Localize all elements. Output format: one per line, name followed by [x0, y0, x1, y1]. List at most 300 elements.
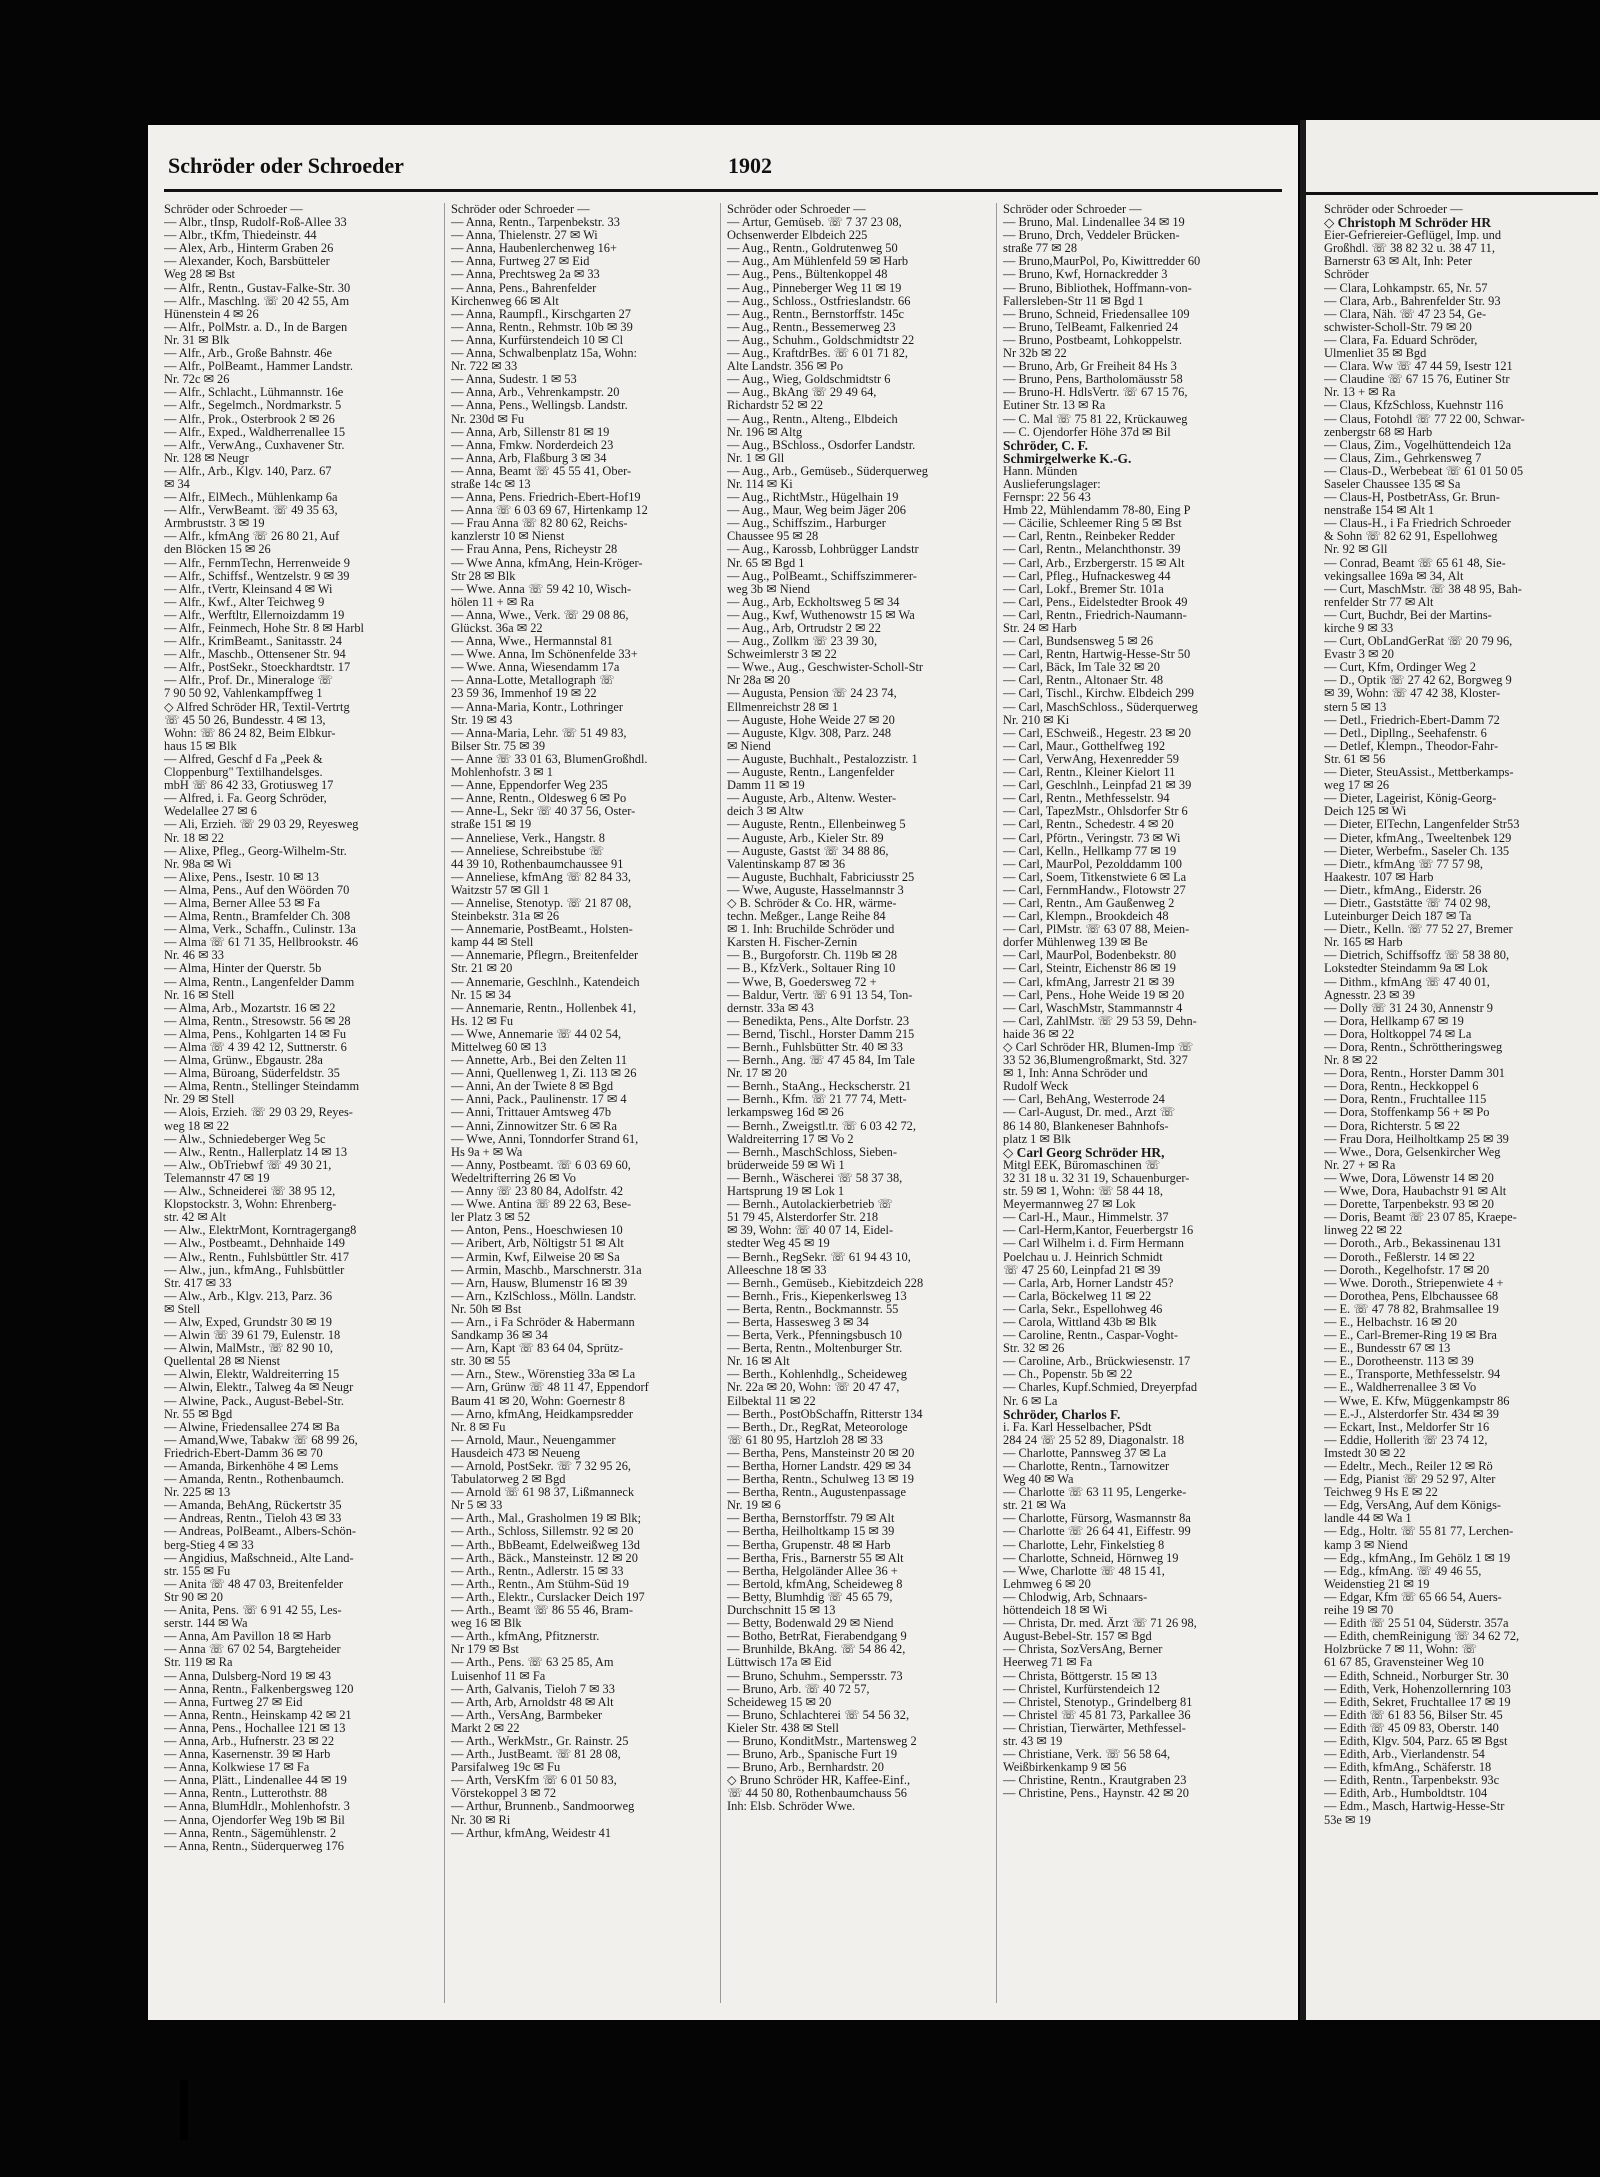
directory-entry-line: i. Fa. Karl Hesselbacher, PSdt — [1003, 1420, 1152, 1434]
directory-entry-line: Nr. 50h ✉ Bst — [451, 1302, 522, 1316]
next-page-entry-line: — Detlef, Klempn., Theodor-Fahr- — [1324, 739, 1499, 753]
directory-entry-line: — Bruno, Drch, Veddeler Brücken- — [1003, 229, 1180, 243]
directory-entry-line: — Alma, Rentn., Langenfelder Damm — [164, 975, 355, 989]
directory-entry-line: Nr. 65 ✉ Bgd 1 — [727, 556, 805, 570]
directory-entry-line: — Bruno, Arb., Bernhardstr. 20 — [727, 1761, 884, 1775]
directory-entry-line: mbH ☏ 86 42 33, Grotiusweg 17 — [164, 779, 334, 793]
directory-entry-line: — Carl-H., Maur., Himmelstr. 37 — [1003, 1211, 1169, 1225]
directory-entry-line: deich 3 ✉ Altw — [727, 805, 804, 819]
directory-entry-line: — Chlodwig, Arb, Schnaars- — [1003, 1590, 1148, 1604]
next-page-entry-line: — Curt, Kfm, Ordinger Weg 2 — [1324, 661, 1476, 675]
directory-entry-line: — Carl, FernmHandw., Flotowstr 27 — [1003, 883, 1186, 897]
directory-entry-line: — Carl, Rentn., Methfesselstr. 94 — [1003, 792, 1170, 806]
directory-entry-line: — Benedikta, Pens., Alte Dorfstr. 23 — [727, 1014, 910, 1028]
directory-entry-line: — Anna-Maria, Lehr. ☏ 51 49 83, — [451, 726, 627, 740]
directory-entry-line: — Aug., Kwf, Wuthenowstr 15 ✉ Wa — [727, 608, 915, 622]
directory-entry-line: — Carl Wilhelm i. d. Firm Hermann — [1003, 1237, 1184, 1251]
directory-entry-line: — Carl, Klempn., Brookdeich 48 — [1003, 910, 1169, 924]
directory-entry-line: — Botho, BetrRat, Fierabendgang 9 — [727, 1630, 907, 1644]
directory-entry-line: — Bertha, Heilholtkamp 15 ✉ 39 — [727, 1525, 895, 1539]
directory-entry-line: — Aug., RichtMstr., Hügelhain 19 — [727, 491, 899, 505]
directory-entry-line: — Carl, PlMstr. ☏ 63 07 88, Meien- — [1003, 923, 1190, 937]
directory-entry-line: — Alwin ☏ 39 61 79, Eulenstr. 18 — [164, 1329, 341, 1343]
directory-entry-line: Ochsenwerder Elbdeich 225 — [727, 229, 868, 243]
directory-entry-line: Schmirgelwerke K.-G. — [1003, 451, 1132, 465]
directory-entry-line: — Bertha, Rentn., Augustenpassage — [727, 1486, 906, 1500]
directory-entry-line: — Alfr., Exped., Waldherrenallee 15 — [164, 425, 346, 439]
directory-entry-line: — Christel, Kurfürstendeich 12 — [1003, 1682, 1160, 1696]
directory-entry-line: — Alfr., Schiffsf., Wentzelstr. 9 ✉ 39 — [164, 569, 350, 583]
directory-entry-line: — Aug., Schiffszim., Harburger — [727, 517, 886, 531]
next-page-entry-line: — E., Carl-Bremer-Ring 19 ✉ Bra — [1324, 1329, 1497, 1343]
directory-entry-line: — Carl, MaurPol, Bodenbekstr. 80 — [1003, 949, 1177, 963]
directory-entry-line: Eilbektal 11 ✉ 22 — [727, 1394, 816, 1408]
directory-entry-line: — Berth., Dr., RegRat, Meteorologe — [727, 1420, 908, 1434]
directory-entry-line: Nr. 128 ✉ Neugr — [164, 451, 249, 465]
next-page-entry-line: — Edg., kfmAng., Im Gehölz 1 ✉ 19 — [1324, 1551, 1511, 1565]
next-page-entry-line: — Edith, Verk, Hohenzollernring 103 — [1324, 1682, 1511, 1696]
directory-entry-line: — Anna, Kurfürstendeich 10 ✉ Cl — [451, 333, 624, 347]
directory-entry-line: Auslieferungslager: — [1003, 477, 1101, 491]
next-page-column — [1324, 192, 1598, 1827]
directory-entry-line: — Berta, Hassesweg 3 ✉ 34 — [727, 1315, 869, 1329]
directory-entry-line: str. 43 ✉ 19 — [1003, 1734, 1063, 1748]
directory-entry-line: — Aug., Schuhm., Goldschmidtstr 22 — [727, 333, 915, 347]
next-page-entry-line: — Edith, kfmAng., Schäferstr. 18 — [1324, 1761, 1492, 1775]
directory-entry-line: — Bernh., StaAng., Heckscherstr. 21 — [727, 1080, 912, 1094]
directory-entry-line: serstr. 144 ✉ Wa — [164, 1617, 248, 1631]
next-page-entry-line: — Dietr., kfmAng., Eiderstr. 26 — [1324, 883, 1482, 897]
directory-entry-line: Luisenhof 11 ✉ Fa — [451, 1669, 546, 1683]
next-page-entry-line: Str. 61 ✉ 56 — [1324, 752, 1386, 766]
directory-entry-line: — Anne ☏ 33 01 63, BlumenGroßhdl. — [451, 752, 648, 766]
directory-entry-line: — Arth., Bäck., Mansteinstr. 12 ✉ 20 — [451, 1551, 638, 1565]
next-page-entry-line: — Claus, Zim., Vogelhüttendeich 12a — [1324, 438, 1512, 452]
directory-entry-line: Schweimlerstr 3 ✉ 22 — [727, 648, 837, 662]
directory-entry-line: — Charlotte ☏ 26 64 41, Eiffestr. 99 — [1003, 1525, 1191, 1539]
directory-entry-line: — Annette, Arb., Bei den Zelten 11 — [451, 1054, 628, 1068]
directory-entry-line: — Carl-August, Dr. med., Arzt ☏ — [1003, 1106, 1176, 1120]
directory-entry-line: — Carl, ZahlMstr. ☏ 29 53 59, Dehn- — [1003, 1014, 1197, 1028]
directory-entry-line: 86 14 80, Blankeneser Bahnhofs- — [1003, 1119, 1169, 1133]
directory-entry-line: — Alma, Rentn., Stellinger Steindamm — [164, 1080, 360, 1094]
directory-entry-line: Nr. 8 ✉ Fu — [451, 1420, 506, 1434]
directory-entry-line: ☏ 47 25 60, Leinpfad 21 ✉ 39 — [1003, 1263, 1161, 1277]
directory-entry-line: — Arthur, Brunnenb., Sandmoorweg — [451, 1800, 635, 1814]
directory-entry-line: — Auguste, Arb., Altenw. Wester- — [727, 792, 897, 806]
directory-entry-line: — Bernh., Fuhlsbütter Str. 40 ✉ 33 — [727, 1041, 903, 1054]
next-page-entry-line: reihe 19 ✉ 70 — [1324, 1604, 1394, 1618]
directory-entry-line: — Bruno-H. HdlsVertr. ☏ 67 15 76, — [1003, 386, 1188, 400]
directory-entry-line: — Arth., VersAng, Barmbeker — [451, 1708, 603, 1722]
directory-entry-line: — Wwe, Anni, Tonndorfer Strand 61, — [451, 1132, 639, 1146]
next-page-entry-line: linweg 22 ✉ 22 — [1324, 1224, 1403, 1238]
next-page-entry-line: 61 67 85, Gravensteiner Weg 10 — [1324, 1656, 1484, 1670]
directory-entry-line: — Bertha, Fris., Barnerstr 55 ✉ Alt — [727, 1551, 904, 1565]
directory-entry-line: — Alma, Rentn., Stresowstr. 56 ✉ 28 — [164, 1014, 351, 1028]
next-page-entry-line: — Dieter, ElTechn, Langenfelder Str53 — [1324, 818, 1520, 832]
directory-entry-line: — Bertha, Helgoländer Allee 36 + — [727, 1564, 898, 1578]
directory-entry-line: — Carl, ESchweiß., Hegestr. 23 ✉ 20 — [1003, 726, 1191, 740]
directory-entry-line: — Anna, Raumpfl., Kirschgarten 27 — [451, 307, 631, 321]
directory-entry-line: — Anna, Wwe., Hermannstal 81 — [451, 635, 613, 649]
next-page-entry-line: — Edith ☏ 45 09 83, Oberstr. 140 — [1324, 1721, 1499, 1735]
directory-entry-line: — Aug., BSchloss., Osdorfer Landstr. — [727, 438, 916, 452]
next-page-entry-line: — Dithm., kfmAng ☏ 47 40 01, — [1324, 975, 1490, 989]
next-page-entry-line: — Dietr., kfmAng ☏ 77 57 98, — [1324, 857, 1484, 871]
next-page-entry-line: Nr. 92 ✉ Gll — [1324, 543, 1388, 557]
directory-entry-line: ler Platz 3 ✉ 52 — [451, 1211, 531, 1225]
directory-entry-line: — Alois, Erzieh. ☏ 29 03 29, Reyes- — [164, 1106, 353, 1120]
directory-entry-line: Schröder oder Schroeder — — [1003, 203, 1142, 216]
directory-entry-line: — Bruno, Arb., Spanische Furt 19 — [727, 1748, 898, 1762]
next-page-entry-line: — Wwe., Dora, Gelsenkircher Weg — [1324, 1145, 1501, 1159]
directory-entry-line: Meyermannweg 27 ✉ Lok — [1003, 1198, 1136, 1212]
directory-entry-line: — Charlotte ☏ 63 11 95, Lengerke- — [1003, 1486, 1187, 1500]
directory-entry-line: lerkampsweg 16d ✉ 26 — [727, 1106, 844, 1120]
directory-entry-line: Str. 32 ✉ 26 — [1003, 1342, 1065, 1356]
next-page-entry-line: Luteinburger Deich 187 ✉ Ta — [1324, 910, 1472, 924]
directory-entry-line: — Charles, Kupf.Schmied, Dreyerpfad — [1003, 1381, 1198, 1395]
directory-entry-line: — Berth., PostObSchaffn, Ritterstr 134 — [727, 1407, 923, 1421]
next-page-entry-line: — Dora, Rentn., Fruchtallee 115 — [1324, 1093, 1487, 1107]
directory-entry-line: — Augusta, Pension ☏ 24 23 74, — [727, 687, 897, 701]
directory-entry-line: — Caroline, Arb., Brückwiesenstr. 17 — [1003, 1355, 1191, 1369]
next-page-rule — [1306, 192, 1598, 195]
directory-entry-line: weg 16 ✉ Blk — [451, 1617, 522, 1631]
next-page-entry-line: — Doroth., Kegelhofstr. 17 ✉ 20 — [1324, 1263, 1490, 1277]
next-page-entry-line: kirche 9 ✉ 33 — [1324, 622, 1394, 635]
directory-entry-line: ◇ B. Schröder & Co. HR, wärme- — [727, 896, 897, 910]
directory-entry-line: Str. 19 ✉ 43 — [451, 713, 513, 727]
directory-entry-line: — Bernh., Kfm. ☏ 21 77 74, Mett- — [727, 1093, 907, 1107]
directory-entry-line: Weißbirkenkamp 9 ✉ 56 — [1003, 1761, 1127, 1775]
directory-entry-line: 7 90 50 92, Vahlenkampffweg 1 — [164, 687, 323, 701]
directory-entry-line: Str. 119 ✉ Ra — [164, 1656, 233, 1670]
next-page-entry-line: — Clara, Arb., Bahrenfelder Str. 93 — [1324, 294, 1501, 308]
directory-entry-line: — Alfr., Prok., Osterbrook 2 ✉ 26 — [164, 412, 335, 426]
directory-entry-line: Weg 40 ✉ Wa — [1003, 1473, 1074, 1487]
directory-entry-line: — Carla, Arb, Horner Landstr 45? — [1003, 1276, 1174, 1290]
directory-entry-line: — Anna, Sudestr. 1 ✉ 53 — [451, 373, 577, 387]
directory-entry-line: — Bruno,MaurPol, Po, Kiwittredder 60 — [1003, 255, 1201, 269]
directory-entry-line: — Bernh., Fris., Kiepenkerlsweg 13 — [727, 1289, 907, 1303]
directory-entry-line: Nr 28a ✉ 20 — [727, 674, 791, 688]
directory-entry-line: — Bruno, Arb, Gr Freiheit 84 Hs 3 — [1003, 360, 1177, 374]
directory-entry-line: Hmb 22, Mühlendamm 78-80, Eing P — [1003, 504, 1191, 518]
directory-entry-line: 44 39 10, Rothenbaumchaussee 91 — [451, 857, 624, 871]
next-page-entry-line: — Wwe, Dora, Löwenstr 14 ✉ 20 — [1324, 1171, 1494, 1185]
next-page-entry-line: — E., Waldherrenallee 3 ✉ Vo — [1324, 1381, 1477, 1395]
directory-entry-line: Richardstr 52 ✉ 22 — [727, 399, 824, 413]
next-page-entry-line: — Clara. Ww ☏ 47 44 59, Isestr 121 — [1324, 360, 1513, 374]
directory-entry-line: Kieler Str. 438 ✉ Stell — [727, 1721, 839, 1735]
directory-entry-line: — Carl, Tischl., Kirchw. Elbdeich 299 — [1003, 687, 1194, 701]
directory-entry-line: Durchschnitt 15 ✉ 13 — [727, 1604, 836, 1618]
directory-entry-line: — Anna, Pens., Bahrenfelder — [451, 281, 597, 295]
next-page-entry-line: Weidenstieg 21 ✉ 19 — [1324, 1577, 1430, 1591]
next-page-entry-line: — Doroth., Feßlerstr. 14 ✉ 22 — [1324, 1250, 1475, 1264]
directory-entry-line: — Carl, Pens., Eidelstedter Brook 49 — [1003, 595, 1188, 609]
directory-entry-line: ✉ 39, Wohn: ☏ 40 07 14, Eidel- — [727, 1224, 894, 1238]
directory-entry-line: Waldreiterring 17 ✉ Vo 2 — [727, 1132, 854, 1146]
directory-entry-line: — Aug., Wieg, Goldschmidtstr 6 — [727, 373, 891, 387]
next-page-entry-line: — Dora, Holtkoppel 74 ✉ La — [1324, 1027, 1472, 1041]
running-header — [168, 153, 1278, 193]
directory-entry-line: — Bernd, Tischl., Horster Damm 215 — [727, 1027, 915, 1041]
directory-entry-line: — Anna, Rentn., Heinskamp 42 ✉ 21 — [164, 1708, 352, 1722]
directory-entry-line: hölen 11 + ✉ Ra — [451, 595, 534, 609]
directory-entry-line: — Wwe. Antina ☏ 89 22 63, Bese- — [451, 1198, 632, 1212]
directory-entry-line: 23 59 36, Immenhof 19 ✉ 22 — [451, 687, 597, 701]
directory-entry-line: — Wwe, Charlotte ☏ 48 15 41, — [1003, 1564, 1165, 1578]
directory-entry-line: — Aug., Schloss., Ostfrieslandstr. 66 — [727, 294, 911, 308]
directory-entry-line: ☏ 44 50 80, Rothenbaumchauss 56 — [727, 1787, 907, 1801]
next-page-entry-line: — Edgar, Kfm ☏ 65 66 54, Auers- — [1324, 1590, 1502, 1604]
next-page-entry-line: Nr. 8 ✉ 22 — [1324, 1054, 1378, 1068]
directory-entry-line: — Aug., BkAng ☏ 29 49 64, — [727, 386, 877, 400]
directory-entry-line: — Anneliese, Verk., Hangstr. 8 — [451, 831, 605, 845]
directory-entry-line: — Alex, Arb., Hinterm Graben 26 — [164, 242, 334, 256]
directory-entry-line: — Berta, Rentn., Moltenburger Str. — [727, 1342, 903, 1356]
next-page-entry-line: Agnesstr. 23 ✉ 39 — [1324, 988, 1415, 1002]
directory-entry-line: Valentinskamp 87 ✉ 36 — [727, 857, 846, 871]
next-page-entry-line: weg 17 ✉ 26 — [1324, 779, 1390, 793]
directory-entry-line: — Anna, Arb, Sillenstr 81 ✉ 19 — [451, 425, 610, 439]
directory-entry-line: — Anna, Rentn., Süderquerweg 176 — [164, 1839, 344, 1853]
directory-entry-line: — Alma, Pens., Kohlgarten 14 ✉ Fu — [164, 1027, 347, 1041]
next-page-entry-line: 53e ✉ 19 — [1324, 1813, 1371, 1827]
column-4 — [996, 203, 1271, 2003]
directory-entry-line: — Betty, Bodenwald 29 ✉ Niend — [727, 1617, 894, 1631]
directory-entry-line: — Aug., Pinneberger Weg 11 ✉ 19 — [727, 281, 902, 295]
next-page-entry-line: — Doroth., Arb., Bekassinenau 131 — [1324, 1237, 1502, 1251]
header-rule — [164, 189, 1282, 192]
directory-entry-line: — Arno, kfmAng, Heidkampsredder — [451, 1407, 634, 1421]
column-2 — [444, 203, 719, 2003]
directory-entry-line: Cloppenburg" Textilhandelsges. — [164, 766, 323, 780]
directory-entry-line: Baum 41 ✉ 20, Wohn: Goernestr 8 — [451, 1394, 626, 1408]
directory-entry-line: — Anita ☏ 48 47 03, Breitenfelder — [164, 1577, 343, 1591]
directory-entry-line: — Alw., ObTriebwf ☏ 49 30 21, — [164, 1158, 332, 1172]
directory-entry-line: Nr. 98a ✉ Wi — [164, 857, 232, 871]
next-page-entry-line: — Dora, Rentn., Horster Damm 301 — [1324, 1067, 1506, 1081]
next-page-entry-line: — Conrad, Beamt ☏ 65 61 48, Sie- — [1324, 556, 1506, 570]
next-page-entry-line: Imstedt 30 ✉ 22 — [1324, 1446, 1406, 1460]
directory-entry-line: — Annemarie, Rentn., Hollenbek 41, — [451, 1001, 637, 1015]
next-page-entry-line: Schröder — [1324, 268, 1369, 282]
directory-entry-line: — Anna ☏ 67 02 54, Bargteheider — [164, 1643, 341, 1657]
directory-entry-line: — Arn, Hausw, Blumenstr 16 ✉ 39 — [451, 1276, 628, 1290]
directory-entry-line: — Wwe., Aug., Geschwister-Scholl-Str — [727, 661, 924, 675]
directory-entry-line: Str 90 ✉ 20 — [164, 1590, 223, 1604]
directory-entry-line: — Annemarie, Pflegrn., Breitenfelder — [451, 949, 639, 963]
next-page-entry-line: Evastr 3 ✉ 20 — [1324, 648, 1394, 662]
directory-entry-line: Nr. 30 ✉ Ri — [451, 1813, 511, 1827]
next-page-entry-line: Nr. 27 + ✉ Ra — [1324, 1158, 1396, 1172]
directory-entry-line: straße 151 ✉ 19 — [451, 818, 532, 832]
directory-entry-line: Damm 11 ✉ 19 — [727, 779, 805, 793]
directory-entry-line: Lehmweg 6 ✉ 20 — [1003, 1577, 1091, 1591]
next-page-entry-line: — Edith, Klgv. 504, Parz. 65 ✉ Bgst — [1324, 1734, 1508, 1748]
directory-entry-line: — Ali, Erzieh. ☏ 29 03 29, Reyesweg — [164, 818, 359, 832]
directory-entry-line: — Alfr., Feinmech, Hohe Str. 8 ✉ Harbl — [164, 622, 365, 635]
next-page-entry-line: Deich 125 ✉ Wi — [1324, 805, 1407, 819]
directory-entry-line: Schröder, C. F. — [1003, 438, 1088, 452]
directory-entry-line: — Bruno, Schlachterei ☏ 54 56 32, — [727, 1708, 910, 1722]
directory-entry-line: — Artur, Gemüseb. ☏ 7 37 23 08, — [727, 216, 902, 230]
next-page-entry-line: stern 5 ✉ 13 — [1324, 700, 1387, 714]
directory-entry-line: ✉ 34 — [164, 477, 190, 491]
directory-entry-line: — Arthur, kfmAng, Weidestr 41 — [451, 1826, 612, 1840]
directory-entry-line: — Anni, An der Twiete 8 ✉ Bgd — [451, 1080, 614, 1094]
directory-entry-line: Nr. 6 ✉ La — [1003, 1394, 1058, 1408]
directory-entry-line: — Carl, Rentn., Friedrich-Naumann- — [1003, 608, 1187, 622]
directory-entry-line: — Auguste, Hohe Weide 27 ✉ 20 — [727, 713, 895, 727]
directory-entry-line: — Annemarie, PostBeamt., Holsten- — [451, 923, 633, 937]
directory-entry-line: — Bruno, TelBeamt, Falkenried 24 — [1003, 320, 1179, 334]
directory-entry-line: — Wwe, Annemarie ☏ 44 02 54, — [451, 1027, 622, 1041]
directory-entry-line: Nr. 18 ✉ 22 — [164, 831, 224, 845]
directory-entry-line: — Alma, Berner Allee 53 ✉ Fa — [164, 896, 320, 910]
directory-entry-line: — Arn, Kapt ☏ 83 64 04, Sprütz- — [451, 1342, 624, 1356]
next-page-entry-line: — Edith ☏ 61 83 56, Bilser Str. 45 — [1324, 1708, 1503, 1722]
directory-entry-line: — Carl, Rentn., Schedestr. 4 ✉ 20 — [1003, 818, 1174, 832]
directory-entry-line: — Anna ☏ 6 03 69 67, Hirtenkamp 12 — [451, 504, 648, 518]
directory-entry-line: Mittelweg 60 ✉ 13 — [451, 1041, 547, 1054]
directory-entry-line: — Alexander, Koch, Barsbütteler — [164, 255, 330, 269]
directory-entry-line: — Bruno, Postbeamt, Lohkoppelstr. — [1003, 333, 1182, 347]
directory-entry-line: — Carl, Maur., Gotthelfweg 192 — [1003, 739, 1166, 753]
directory-entry-line: — Carl, VerwAng, Hexenredder 59 — [1003, 752, 1179, 766]
directory-entry-line: — Alw., Rentn., Hallerplatz 14 ✉ 13 — [164, 1145, 348, 1159]
next-page-entry-line: Nr. 165 ✉ Harb — [1324, 936, 1403, 950]
directory-entry-line: — B., Burgoforstr. Ch. 119b ✉ 28 — [727, 949, 898, 963]
directory-entry-line: ☏ 45 50 26, Bundesstr. 4 ✉ 13, — [164, 713, 326, 727]
next-page-entry-line: — Dolly ☏ 31 24 30, Annenstr 9 — [1324, 1001, 1493, 1015]
directory-entry-line: kanzlerstr 10 ✉ Nienst — [451, 530, 565, 544]
next-page-entry-line: — Edg, VersAng, Auf dem Königs- — [1324, 1499, 1502, 1513]
directory-entry-line: Nr. 72c ✉ 26 — [164, 373, 230, 387]
next-page-entry-line: — D., Optik ☏ 27 42 62, Borgweg 9 — [1324, 674, 1512, 688]
directory-entry-line: Friedrich-Ebert-Damm 36 ✉ 70 — [164, 1446, 323, 1460]
directory-entry-line: — Bertha, Grupenstr. 48 ✉ Harb — [727, 1538, 891, 1552]
directory-entry-line: — Anna, Rentn., Rehmstr. 10b ✉ 39 — [451, 320, 633, 334]
directory-entry-line: Str. 24 ✉ Harb — [1003, 622, 1077, 635]
directory-entry-line: — Christa, Böttgerstr. 15 ✉ 13 — [1003, 1669, 1157, 1683]
directory-entry-line: — Alfr., Schlacht., Lühmannstr. 16e — [164, 386, 344, 400]
directory-entry-line: — Christian, Tierwärter, Methfessel- — [1003, 1721, 1186, 1735]
directory-entry-line: Tabulatorweg 2 ✉ Bgd — [451, 1473, 566, 1487]
directory-entry-line: Nr. 31 ✉ Blk — [164, 333, 230, 347]
directory-entry-line: — Alw., Postbeamt., Dehnhaide 149 — [164, 1237, 345, 1251]
directory-entry-line: — Alfr., PostSekr., Stoeckhardtstr. 17 — [164, 661, 351, 675]
next-page-entry-line: schwister-Scholl-Str. 79 ✉ 20 — [1324, 320, 1472, 334]
next-page-entry-line: — Claus, Zim., Gehrkensweg 7 — [1324, 451, 1482, 465]
directory-entry-line: — Carl, BehAng, Westerrode 24 — [1003, 1093, 1165, 1107]
directory-entry-line: — Carola, Wittland 43b ✉ Blk — [1003, 1315, 1157, 1329]
directory-entry-line: Nr. 16 ✉ Stell — [164, 988, 235, 1002]
directory-entry-line: — Alfr., Maschb., Ottensener Str. 94 — [164, 648, 346, 662]
directory-entry-line: — Auguste, Klgv. 308, Parz. 248 — [727, 726, 892, 740]
directory-entry-line: — Bernh., Autolackierbetrieb ☏ — [727, 1198, 893, 1212]
next-page-entry-line: Teichweg 9 Hs E ✉ 22 — [1324, 1486, 1438, 1500]
directory-entry-line: — Bernh., Zweigstl.tr. ☏ 6 03 42 72, — [727, 1119, 916, 1133]
directory-entry-line: 32 31 18 u. 32 31 19, Schauenburger- — [1003, 1171, 1190, 1185]
directory-entry-line: Nr. 196 ✉ Altg — [727, 425, 803, 439]
directory-entry-line: — Anna, BlumHdlr., Mohlenhofstr. 3 — [164, 1800, 350, 1814]
directory-entry-line: dorfer Mühlenweg 139 ✉ Be — [1003, 936, 1148, 950]
directory-entry-line: — Carl, Pfleg., Hufnackesweg 44 — [1003, 569, 1171, 583]
directory-entry-line: Str. 21 ✉ 20 — [451, 962, 513, 976]
directory-entry-line: Wedelallee 27 ✉ 6 — [164, 805, 257, 819]
directory-entry-line: — Anna, Haubenlerchenweg 16+ — [451, 242, 617, 256]
directory-entry-line: Karsten H. Fischer-Zernin — [727, 936, 858, 950]
next-page-entry-line: Holzbrücke 7 ✉ 11, Wohn: ☏ — [1324, 1643, 1477, 1657]
directory-entry-line: — Alfr., Kwf., Alter Teichweg 9 — [164, 595, 325, 609]
directory-entry-line: — Andreas, PolBeamt., Albers-Schön- — [164, 1525, 357, 1539]
directory-entry-line: — Anna, Furtweg 27 ✉ Eid — [164, 1695, 303, 1709]
next-page-entry-line: — Edith, Sekret, Fruchtallee 17 ✉ 19 — [1324, 1695, 1511, 1709]
next-page-entry-line: Eier-Gefriereier-Geflügel, Imp. und — [1324, 229, 1502, 243]
directory-entry-line: — Aug., Arb, Eckholtsweg 5 ✉ 34 — [727, 595, 900, 609]
directory-entry-line: — Wwe, Auguste, Hasselmannstr 3 — [727, 883, 904, 897]
directory-entry-line: — Auguste, Gastst ☏ 34 88 86, — [727, 844, 889, 858]
directory-entry-line: — Aug., KraftdrBes. ☏ 6 01 71 82, — [727, 347, 909, 361]
directory-entry-line: Inh: Elsb. Schröder Wwe. — [727, 1800, 856, 1814]
directory-entry-line: — Alma, Grünw., Ebgaustr. 28a — [164, 1054, 323, 1068]
directory-entry-line: — Carl, Bäck, Im Tale 32 ✉ 20 — [1003, 661, 1160, 675]
next-page-entry-line: — Clara, Näh. ☏ 47 23 54, Ge- — [1324, 307, 1487, 321]
directory-entry-line: Nr. 22a ✉ 20, Wohn: ☏ 20 47 47, — [727, 1381, 900, 1395]
directory-entry-line: 284 24 ☏ 25 52 89, Diagonalstr. 18 — [1003, 1433, 1185, 1447]
directory-entry-line: — Bruno, Kwf, Hornackredder 3 — [1003, 268, 1168, 282]
directory-entry-line: — Armin, Kwf, Eilweise 20 ✉ Sa — [451, 1250, 620, 1264]
directory-entry-line: — Alwin, Elektr., Talweg 4a ✉ Neugr — [164, 1381, 354, 1395]
directory-entry-line: str. 59 ✉ 1, Wohn: ☏ 58 44 18, — [1003, 1185, 1163, 1199]
directory-entry-line: — Arth., Mal., Grasholmen 19 ✉ Blk; — [451, 1512, 642, 1526]
directory-entry-line: — Anna, Pens., Hochallee 121 ✉ 13 — [164, 1721, 346, 1735]
next-page-entry-line: — Dorette, Tarpenbekstr. 93 ✉ 20 — [1324, 1198, 1494, 1212]
directory-entry-line: Poelchau u. J. Heinrich Schmidt — [1003, 1250, 1163, 1264]
directory-entry-line: — Berth., Kohlenhdlg., Scheideweg — [727, 1368, 907, 1382]
directory-entry-line: — Alfr., PolBeamt., Hammer Landstr. — [164, 360, 353, 374]
directory-entry-line: — Alixe, Pens., Isestr. 10 ✉ 13 — [164, 870, 319, 884]
directory-entry-line: straße 77 ✉ 28 — [1003, 242, 1078, 256]
directory-entry-line: — Alw., Schneiderei ☏ 38 95 12, — [164, 1185, 336, 1199]
directory-entry-line: — Arn., i Fa Schröder & Habermann — [451, 1315, 635, 1329]
directory-entry-line: — Charlotte, Lehr, Finkelstieg 8 — [1003, 1538, 1165, 1552]
column-1 — [164, 203, 436, 2003]
directory-entry-line: — Bertha, Pens, Mansteinstr 20 ✉ 20 — [727, 1446, 915, 1460]
directory-entry-line: ☏ 61 80 95, Hartzloh 28 ✉ 33 — [727, 1433, 883, 1447]
directory-entry-line: Nr. 230d ✉ Fu — [451, 412, 525, 426]
directory-entry-line: — Arnold, PostSekr. ☏ 7 32 95 26, — [451, 1460, 632, 1473]
directory-entry-line: Nr. 16 ✉ Alt — [727, 1355, 790, 1369]
directory-entry-line: — Anna, Ojendorfer Weg 19b ✉ Bil — [164, 1813, 345, 1827]
directory-entry-line: — Arn, Grünw ☏ 48 11 47, Eppendorf — [451, 1381, 649, 1395]
directory-entry-line: — Anni, Zinnowitzer Str. 6 ✉ Ra — [451, 1119, 617, 1133]
directory-entry-line: — Anna, Arb, Flaßburg 3 ✉ 34 — [451, 451, 607, 465]
directory-entry-line: dernstr. 33a ✉ 43 — [727, 1001, 814, 1015]
directory-entry-line: haide 36 ✉ 22 — [1003, 1027, 1075, 1041]
directory-entry-line: — Arnold, Maur., Neuengammer — [451, 1433, 616, 1447]
next-page-entry-line: Schröder oder Schroeder — — [1324, 203, 1463, 216]
next-page-entry-line: — Edith, Arb., Humboldtstr. 104 — [1324, 1787, 1488, 1801]
next-page-entry-line: — Wwe, E. Kfw, Müggenkampstr 86 — [1324, 1394, 1510, 1408]
directory-entry-line: — Christa, SozVersAng, Berner — [1003, 1643, 1163, 1657]
next-page-entry-line: ◇ Christoph M Schröder HR — [1324, 216, 1492, 230]
